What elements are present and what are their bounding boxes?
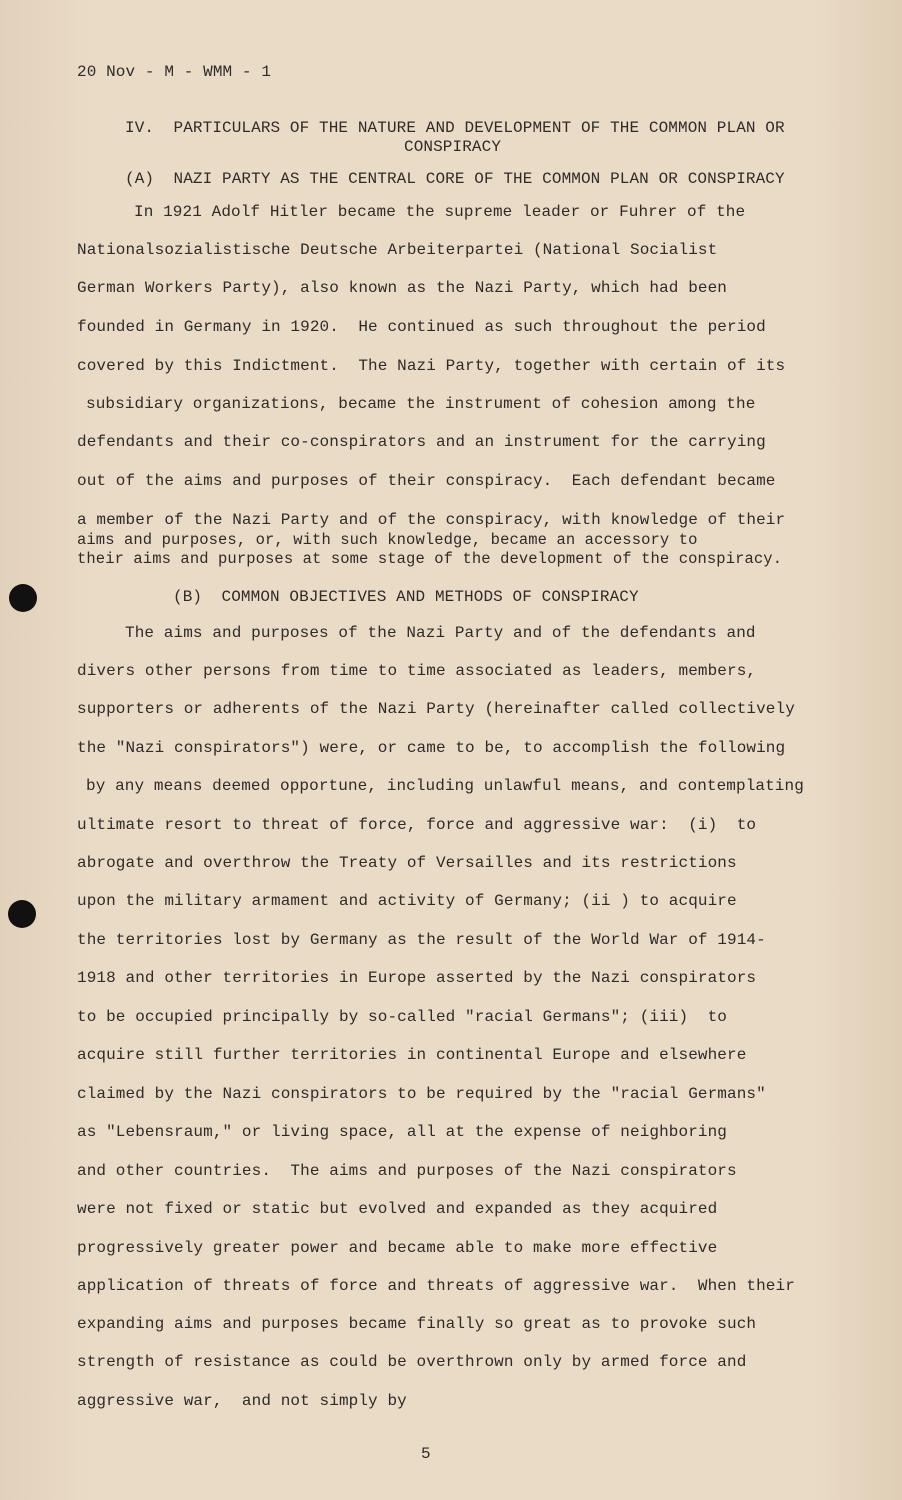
text-line: founded in Germany in 1920. He continued as such throughout the period	[77, 318, 766, 336]
text-line: defendants and their co-conspirators and an instrument for the carrying	[77, 433, 766, 451]
text-line: out of the aims and purposes of their conspiracy. Each defendant became	[77, 472, 776, 490]
page-number: 5	[421, 1445, 431, 1463]
punch-hole	[9, 584, 37, 612]
subsection-a-heading: (A) NAZI PARTY AS THE CENTRAL CORE OF THE COMMON PLAN OR CONSPIRACY	[125, 170, 785, 188]
text-line: to be occupied principally by so-called "racial Germans"; (iii) to	[77, 1008, 728, 1026]
text-line: Nationalsozialistische Deutsche Arbeiterpartei (National Socialist	[77, 241, 718, 259]
text-line: ultimate resort to threat of force, force and aggressive war: (i) to	[77, 816, 757, 834]
text-line: a member of the Nazi Party and of the conspiracy, with knowledge of their	[77, 511, 786, 529]
section-title-cont: CONSPIRACY	[404, 138, 502, 156]
text-line: and other countries. The aims and purposes of the Nazi conspirators	[77, 1162, 737, 1180]
document-header: 20 Nov - M - WMM - 1	[77, 63, 272, 81]
text-line: subsidiary organizations, became the instrument of cohesion among the	[86, 395, 756, 413]
text-line: application of threats of force and threats of aggressive war. When their	[77, 1277, 795, 1295]
text-line: acquire still further territories in continental Europe and elsewhere	[77, 1046, 747, 1064]
text-line: the territories lost by Germany as the result of the World War of 1914-	[77, 931, 766, 949]
text-line: by any means deemed opportune, including unlawful means, and contemplating	[86, 777, 804, 795]
text-line: their aims and purposes at some stage of the development of the conspiracy.	[77, 550, 783, 568]
text-line: as "Lebensraum," or living space, all at the expense of neighboring	[77, 1123, 728, 1141]
text-line: upon the military armament and activity of Germany; (ii ) to acquire	[77, 892, 737, 910]
text-line: 1918 and other territories in Europe asserted by the Nazi conspirators	[77, 969, 757, 987]
text-line: covered by this Indictment. The Nazi Party, together with certain of its	[77, 357, 786, 375]
text-line: were not fixed or static but evolved and expanded as they acquired	[77, 1200, 718, 1218]
text-line: German Workers Party), also known as the Nazi Party, which had been	[77, 279, 728, 297]
text-line: aggressive war, and not simply by	[77, 1392, 407, 1410]
text-line: abrogate and overthrow the Treaty of Versailles and its restrictions	[77, 854, 737, 872]
section-title: IV. PARTICULARS OF THE NATURE AND DEVELOPMENT OF THE COMMON PLAN OR	[125, 119, 785, 137]
text-line: supporters or adherents of the Nazi Party (hereinafter called collectively	[77, 700, 795, 718]
subsection-b-heading: (B) COMMON OBJECTIVES AND METHODS OF CONSPIRACY	[173, 588, 639, 606]
text-line: claimed by the Nazi conspirators to be required by the "racial Germans"	[77, 1085, 766, 1103]
text-line: In 1921 Adolf Hitler became the supreme leader or Fuhrer of the	[134, 203, 746, 221]
text-line: expanding aims and purposes became finally so great as to provoke such	[77, 1315, 757, 1333]
text-line: The aims and purposes of the Nazi Party and of the defendants and	[125, 624, 756, 642]
text-line: progressively greater power and became able to make more effective	[77, 1239, 718, 1257]
punch-hole	[8, 900, 36, 928]
text-line: the "Nazi conspirators") were, or came to be, to accomplish the following	[77, 739, 786, 757]
text-line: divers other persons from time to time associated as leaders, members,	[77, 662, 757, 680]
text-line: aims and purposes, or, with such knowledge, became an accessory to	[77, 531, 698, 549]
text-line: strength of resistance as could be overthrown only by armed force and	[77, 1353, 747, 1371]
